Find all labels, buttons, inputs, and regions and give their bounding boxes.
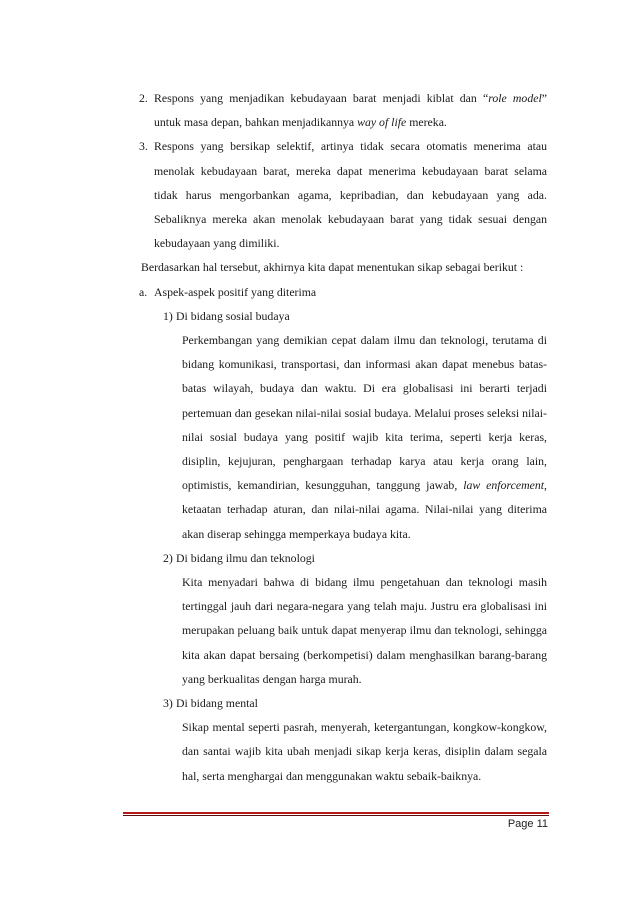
subitem-body: Kita menyadari bahwa di bidang ilmu pengetahuan dan teknologi masih tertinggal jauh dari negara-negara yang telah maju. Justru era globalisasi ini merupakan peluang baik untuk dapat menyerap ilmu dan teknologi, sehingga kita akan dapat bersaing (berkompetisi) dalam menghasilkan barang-barang yang berkualitas dengan harga murah.	[182, 575, 547, 686]
subitem-title: Di bidang sosial budaya	[176, 308, 290, 323]
footer-rule-dark	[123, 815, 549, 816]
list-text: Respons yang menjadikan kebudayaan barat menjadi kiblat dan “role model” untuk masa depan, bahkan menjadikannya way of life mereka.	[154, 91, 547, 130]
subitem-body: Perkembangan yang demikian cepat dalam ilmu dan teknologi, terutama di bidang komunikasi, transportasi, dan informasi akan dapat menebus batas-batas wilayah, budaya dan waktu. Di era globalisasi ini berarti terjadi pertemuan dan gesekan nilai-nilai sosial budaya. Melalui proses seleksi nilai-nilai sosial budaya yang positif wajib kita terima, seperti kerja keras, disiplin, kejujuran, penghargaan terhadap karya atau kerja orang lain, optimistis, kemandirian, kesungguhan, tanggung jawab, law enforcement, ketaatan terhadap aturan, dan nilai-nilai agama. Nilai-nilai yang diterima akan diserap sehingga memperkaya budaya kita.	[182, 333, 547, 541]
section-a-heading	[141, 280, 547, 304]
section-title: Aspek-aspek positif yang diterima	[154, 284, 317, 299]
page-number: Page 11	[507, 818, 548, 830]
subitem-3	[141, 691, 547, 788]
list-item-2	[141, 86, 547, 134]
section-letter: a.	[139, 284, 148, 299]
subitem-title: Di bidang ilmu dan teknologi	[176, 550, 315, 565]
subitem-2	[141, 546, 547, 691]
subitem-1	[141, 304, 547, 546]
subitem-number: 1)	[163, 308, 173, 323]
subitem-number: 3)	[163, 696, 173, 711]
subitem-number: 2)	[163, 550, 173, 565]
subitem-title: Di bidang mental	[176, 696, 258, 711]
intro-paragraph: Berdasarkan hal tersebut, akhirnya kita dapat menentukan sikap sebagai berikut :	[141, 260, 524, 275]
subitem-body: Sikap mental seperti pasrah, menyerah, ketergantungan, kongkow-kongkow, dan santai wajib kita ubah menjadi sikap kerja keras, disiplin dalam segala hal, serta menghargai dan menggunakan waktu sebaik-baiknya.	[182, 720, 547, 783]
footer-rule-red	[123, 812, 549, 814]
list-item-3	[141, 134, 547, 255]
list-number: 2.	[139, 91, 148, 105]
list-number: 3.	[139, 139, 148, 154]
list-text: Respons yang bersikap selektif, artinya tidak secara otomatis menerima atau menolak kebudayaan barat, mereka dapat menerima kebudayaan barat selama tidak harus mengorbankan agama, kepribadian, dan kebudayaan yang ada. Sebaliknya mereka akan menolak kebudayaan barat yang tidak sesuai dengan kebudayaan yang dimiliki.	[154, 139, 547, 251]
page-content	[141, 86, 547, 788]
